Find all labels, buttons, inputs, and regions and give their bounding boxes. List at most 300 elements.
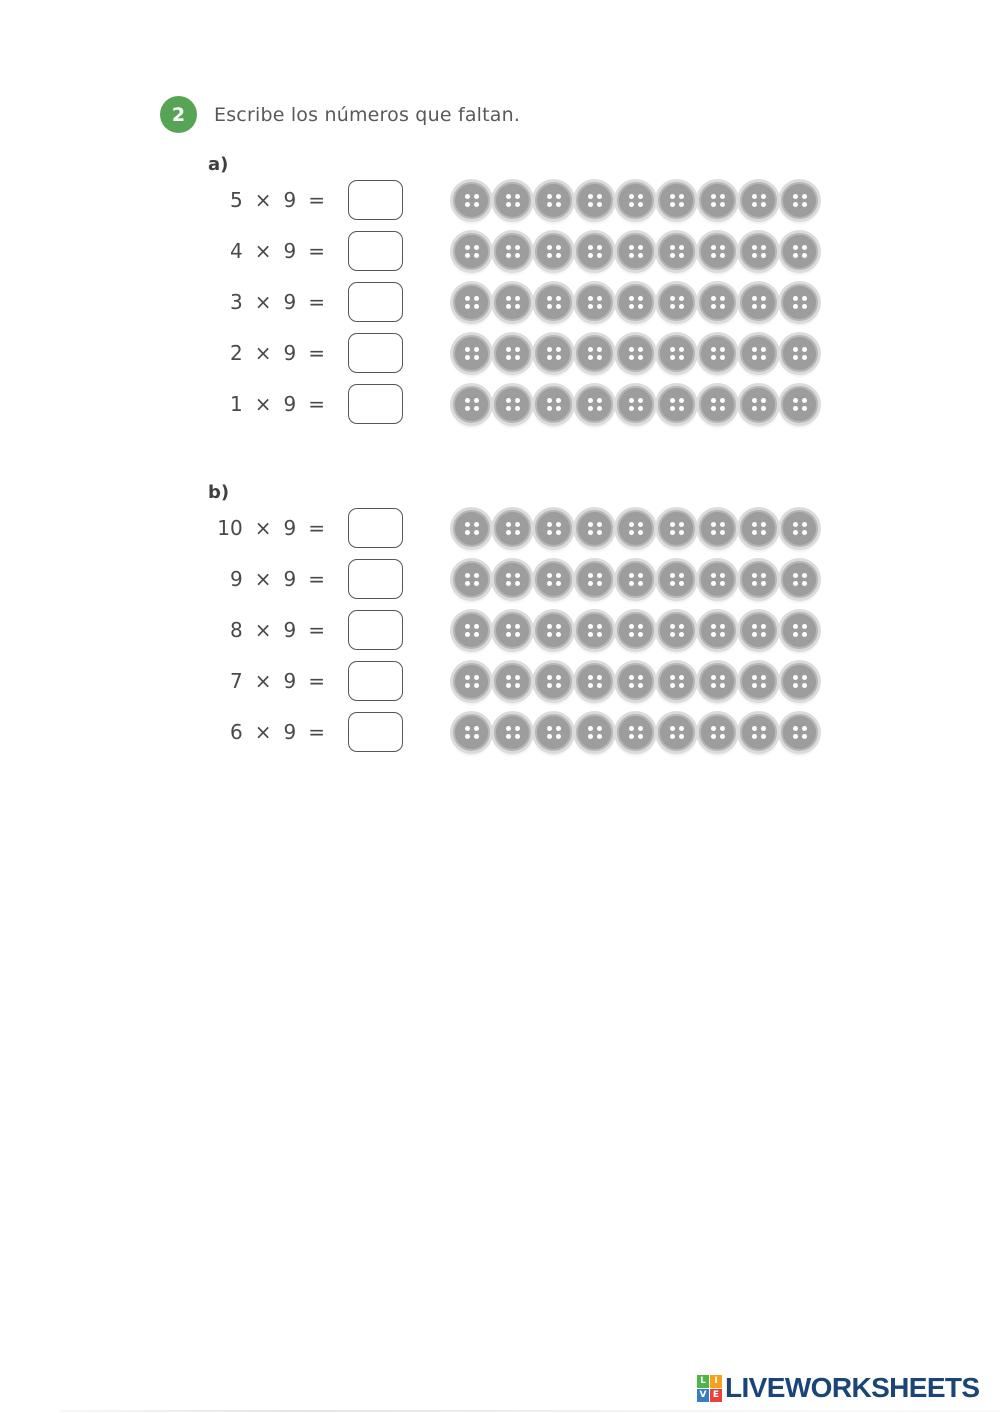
- factor1: 6: [230, 720, 243, 744]
- button-holes: [670, 296, 684, 309]
- answer-input[interactable]: [348, 231, 403, 271]
- button-icon: [576, 561, 613, 598]
- equation-row: [0, 609, 1000, 651]
- button-holes: [506, 296, 520, 309]
- button-hole: [711, 734, 716, 739]
- button-holes: [711, 726, 725, 739]
- button-hole: [802, 624, 807, 629]
- button-hole: [629, 530, 634, 535]
- answer-input[interactable]: [348, 508, 403, 548]
- button-icon: [535, 714, 572, 751]
- button-holes: [465, 347, 479, 360]
- button-icon: [699, 386, 736, 423]
- button-icon: [617, 612, 654, 649]
- equals-sign: =: [308, 290, 325, 314]
- answer-input[interactable]: [348, 610, 403, 650]
- equation-row: [0, 660, 1000, 702]
- button-hole: [474, 522, 479, 527]
- factor2: 9: [283, 341, 297, 365]
- button-hole: [711, 347, 716, 352]
- equals-sign: =: [308, 188, 325, 212]
- factor2: 9: [283, 290, 297, 314]
- button-hole: [679, 683, 684, 688]
- button-holes: [752, 194, 766, 207]
- button-holes: [506, 398, 520, 411]
- button-hole: [465, 581, 470, 586]
- button-hole: [597, 194, 602, 199]
- button-hole: [588, 398, 593, 403]
- button-hole: [588, 581, 593, 586]
- factor1: 4: [230, 239, 243, 263]
- button-hole: [515, 406, 520, 411]
- button-hole: [679, 398, 684, 403]
- equals-sign: =: [308, 618, 325, 642]
- button-hole: [588, 530, 593, 535]
- button-hole: [506, 355, 511, 360]
- button-hole: [465, 406, 470, 411]
- button-holes: [547, 194, 561, 207]
- button-holes: [629, 675, 643, 688]
- button-hole: [629, 202, 634, 207]
- button-hole: [556, 355, 561, 360]
- button-hole: [752, 522, 757, 527]
- equation-row: [0, 281, 1000, 323]
- button-icon: [494, 714, 531, 751]
- factor1: 7: [230, 669, 243, 693]
- button-hole: [506, 675, 511, 680]
- button-holes: [629, 245, 643, 258]
- button-hole: [588, 304, 593, 309]
- button-hole: [506, 522, 511, 527]
- button-holes: [547, 398, 561, 411]
- button-hole: [638, 296, 643, 301]
- button-hole: [761, 355, 766, 360]
- button-hole: [556, 522, 561, 527]
- button-holes: [670, 675, 684, 688]
- button-hole: [547, 245, 552, 250]
- factor1: 3: [230, 290, 243, 314]
- factor1: 8: [230, 618, 243, 642]
- button-holes: [506, 675, 520, 688]
- button-hole: [793, 296, 798, 301]
- button-row: [453, 663, 818, 700]
- button-holes: [588, 296, 602, 309]
- button-hole: [793, 245, 798, 250]
- button-hole: [711, 624, 716, 629]
- equation: [0, 341, 325, 365]
- button-holes: [793, 194, 807, 207]
- button-hole: [802, 683, 807, 688]
- button-hole: [720, 683, 725, 688]
- button-hole: [515, 253, 520, 258]
- button-hole: [588, 253, 593, 258]
- button-holes: [465, 573, 479, 586]
- button-icon: [617, 663, 654, 700]
- button-hole: [679, 296, 684, 301]
- button-hole: [597, 296, 602, 301]
- equation-row: [0, 558, 1000, 600]
- answer-input[interactable]: [348, 661, 403, 701]
- button-hole: [556, 573, 561, 578]
- button-holes: [506, 347, 520, 360]
- button-holes: [465, 624, 479, 637]
- button-hole: [638, 398, 643, 403]
- button-hole: [711, 253, 716, 258]
- button-hole: [720, 406, 725, 411]
- button-hole: [506, 304, 511, 309]
- factor2: 9: [283, 567, 297, 591]
- button-hole: [588, 522, 593, 527]
- button-hole: [802, 347, 807, 352]
- button-hole: [597, 406, 602, 411]
- button-hole: [761, 347, 766, 352]
- button-hole: [679, 624, 684, 629]
- logo-letter-square: L: [697, 1375, 709, 1388]
- button-icon: [699, 284, 736, 321]
- button-hole: [638, 675, 643, 680]
- button-hole: [597, 398, 602, 403]
- button-icon: [576, 335, 613, 372]
- button-hole: [793, 726, 798, 731]
- button-hole: [752, 304, 757, 309]
- button-hole: [679, 406, 684, 411]
- button-hole: [670, 675, 675, 680]
- button-hole: [638, 734, 643, 739]
- button-hole: [588, 202, 593, 207]
- button-hole: [506, 245, 511, 250]
- button-hole: [588, 347, 593, 352]
- button-hole: [802, 573, 807, 578]
- button-holes: [670, 726, 684, 739]
- button-hole: [752, 632, 757, 637]
- button-hole: [802, 581, 807, 586]
- button-hole: [711, 202, 716, 207]
- button-hole: [506, 726, 511, 731]
- button-hole: [720, 202, 725, 207]
- button-icon: [617, 233, 654, 270]
- button-hole: [629, 304, 634, 309]
- button-icon: [453, 335, 490, 372]
- button-hole: [465, 632, 470, 637]
- button-hole: [761, 253, 766, 258]
- button-hole: [802, 355, 807, 360]
- button-hole: [802, 202, 807, 207]
- button-holes: [588, 194, 602, 207]
- button-hole: [802, 632, 807, 637]
- button-hole: [547, 253, 552, 258]
- button-hole: [670, 726, 675, 731]
- button-icon: [453, 284, 490, 321]
- button-hole: [506, 347, 511, 352]
- button-hole: [670, 194, 675, 199]
- button-hole: [547, 355, 552, 360]
- button-icon: [699, 335, 736, 372]
- button-hole: [670, 624, 675, 629]
- button-hole: [547, 398, 552, 403]
- button-hole: [465, 734, 470, 739]
- button-hole: [588, 406, 593, 411]
- button-hole: [793, 304, 798, 309]
- button-hole: [670, 253, 675, 258]
- button-hole: [629, 194, 634, 199]
- equals-sign: =: [308, 567, 325, 591]
- button-icon: [453, 663, 490, 700]
- button-hole: [556, 347, 561, 352]
- button-hole: [465, 253, 470, 258]
- button-icon: [617, 284, 654, 321]
- button-hole: [761, 304, 766, 309]
- button-hole: [556, 683, 561, 688]
- button-hole: [465, 245, 470, 250]
- button-hole: [793, 202, 798, 207]
- button-hole: [515, 245, 520, 250]
- button-hole: [752, 347, 757, 352]
- button-hole: [793, 530, 798, 535]
- button-hole: [720, 632, 725, 637]
- button-icon: [740, 182, 777, 219]
- button-hole: [474, 202, 479, 207]
- factor1: 10: [217, 516, 243, 540]
- button-icon: [699, 233, 736, 270]
- button-hole: [793, 632, 798, 637]
- button-hole: [506, 624, 511, 629]
- button-hole: [515, 296, 520, 301]
- answer-input[interactable]: [348, 712, 403, 752]
- button-holes: [752, 245, 766, 258]
- button-hole: [720, 675, 725, 680]
- button-hole: [720, 296, 725, 301]
- button-hole: [547, 624, 552, 629]
- button-hole: [506, 253, 511, 258]
- button-hole: [793, 406, 798, 411]
- button-icon: [494, 335, 531, 372]
- button-holes: [588, 726, 602, 739]
- button-icon: [658, 663, 695, 700]
- button-icon: [740, 612, 777, 649]
- button-hole: [465, 355, 470, 360]
- button-hole: [547, 194, 552, 199]
- button-hole: [506, 734, 511, 739]
- scan-artifact-line: [60, 1410, 1000, 1412]
- button-hole: [556, 304, 561, 309]
- button-holes: [752, 675, 766, 688]
- button-hole: [588, 734, 593, 739]
- button-hole: [465, 683, 470, 688]
- button-holes: [506, 522, 520, 535]
- button-hole: [474, 253, 479, 258]
- button-hole: [474, 194, 479, 199]
- button-hole: [679, 253, 684, 258]
- button-holes: [711, 522, 725, 535]
- button-hole: [793, 355, 798, 360]
- button-hole: [597, 624, 602, 629]
- button-hole: [547, 683, 552, 688]
- button-holes: [670, 398, 684, 411]
- button-hole: [793, 194, 798, 199]
- button-hole: [629, 632, 634, 637]
- button-icon: [658, 335, 695, 372]
- button-hole: [597, 355, 602, 360]
- logo-letter-square: V: [697, 1389, 709, 1402]
- button-hole: [588, 624, 593, 629]
- equation-row: [0, 383, 1000, 425]
- button-icon: [699, 714, 736, 751]
- button-hole: [711, 530, 716, 535]
- button-holes: [793, 245, 807, 258]
- button-hole: [638, 347, 643, 352]
- section-a: [0, 155, 1000, 434]
- button-hole: [711, 406, 716, 411]
- button-hole: [761, 202, 766, 207]
- answer-input[interactable]: [348, 333, 403, 373]
- button-hole: [720, 734, 725, 739]
- button-icon: [781, 714, 818, 751]
- button-icon: [781, 182, 818, 219]
- button-hole: [547, 202, 552, 207]
- button-hole: [556, 245, 561, 250]
- button-hole: [670, 573, 675, 578]
- button-hole: [670, 734, 675, 739]
- button-hole: [465, 530, 470, 535]
- button-holes: [588, 522, 602, 535]
- button-hole: [506, 530, 511, 535]
- button-holes: [670, 194, 684, 207]
- button-hole: [752, 406, 757, 411]
- button-icon: [740, 284, 777, 321]
- button-holes: [711, 194, 725, 207]
- button-hole: [547, 304, 552, 309]
- button-hole: [802, 406, 807, 411]
- button-hole: [761, 632, 766, 637]
- button-icon: [699, 663, 736, 700]
- button-hole: [515, 530, 520, 535]
- button-icon: [535, 510, 572, 547]
- button-hole: [638, 632, 643, 637]
- button-hole: [556, 581, 561, 586]
- liveworksheets-logo-icon: [697, 1375, 722, 1402]
- section-label: a): [208, 154, 229, 175]
- button-hole: [679, 304, 684, 309]
- answer-input[interactable]: [348, 180, 403, 220]
- button-hole: [720, 581, 725, 586]
- button-hole: [638, 253, 643, 258]
- button-hole: [465, 675, 470, 680]
- button-hole: [597, 522, 602, 527]
- button-hole: [720, 530, 725, 535]
- button-holes: [588, 573, 602, 586]
- button-hole: [802, 296, 807, 301]
- button-hole: [556, 632, 561, 637]
- button-icon: [494, 233, 531, 270]
- button-holes: [670, 347, 684, 360]
- button-holes: [465, 675, 479, 688]
- button-hole: [588, 683, 593, 688]
- logo-letter-square: I: [710, 1375, 722, 1388]
- button-icon: [658, 284, 695, 321]
- button-hole: [752, 398, 757, 403]
- button-hole: [761, 734, 766, 739]
- button-hole: [506, 296, 511, 301]
- button-hole: [638, 355, 643, 360]
- button-hole: [556, 530, 561, 535]
- button-hole: [720, 573, 725, 578]
- button-hole: [515, 675, 520, 680]
- answer-input[interactable]: [348, 384, 403, 424]
- button-hole: [761, 573, 766, 578]
- button-holes: [465, 726, 479, 739]
- button-icon: [658, 561, 695, 598]
- button-holes: [752, 624, 766, 637]
- button-hole: [720, 253, 725, 258]
- button-hole: [752, 296, 757, 301]
- button-icon: [781, 233, 818, 270]
- button-hole: [465, 398, 470, 403]
- answer-input[interactable]: [348, 282, 403, 322]
- button-hole: [720, 398, 725, 403]
- button-hole: [638, 202, 643, 207]
- button-hole: [474, 581, 479, 586]
- button-icon: [494, 663, 531, 700]
- button-hole: [556, 202, 561, 207]
- button-hole: [629, 573, 634, 578]
- button-hole: [515, 581, 520, 586]
- button-icon: [576, 714, 613, 751]
- button-hole: [752, 683, 757, 688]
- button-hole: [711, 522, 716, 527]
- button-icon: [453, 561, 490, 598]
- button-hole: [679, 632, 684, 637]
- button-hole: [474, 683, 479, 688]
- button-icon: [740, 233, 777, 270]
- button-holes: [547, 522, 561, 535]
- button-hole: [638, 581, 643, 586]
- button-hole: [638, 406, 643, 411]
- equals-sign: =: [308, 392, 325, 416]
- multiply-sign: ×: [254, 392, 272, 416]
- button-holes: [793, 726, 807, 739]
- button-holes: [629, 624, 643, 637]
- button-hole: [556, 406, 561, 411]
- button-hole: [638, 522, 643, 527]
- button-icon: [576, 284, 613, 321]
- button-hole: [720, 347, 725, 352]
- button-row: [453, 714, 818, 751]
- button-hole: [638, 726, 643, 731]
- button-hole: [761, 406, 766, 411]
- multiply-sign: ×: [254, 669, 272, 693]
- button-hole: [515, 573, 520, 578]
- button-holes: [793, 296, 807, 309]
- button-hole: [629, 683, 634, 688]
- button-hole: [720, 304, 725, 309]
- button-hole: [638, 194, 643, 199]
- button-hole: [638, 624, 643, 629]
- section-rows: [0, 179, 1000, 425]
- button-holes: [752, 573, 766, 586]
- button-icon: [576, 663, 613, 700]
- button-hole: [465, 347, 470, 352]
- button-icon: [658, 510, 695, 547]
- button-icon: [781, 561, 818, 598]
- button-icon: [453, 386, 490, 423]
- button-hole: [556, 624, 561, 629]
- button-hole: [670, 522, 675, 527]
- button-hole: [679, 355, 684, 360]
- answer-input[interactable]: [348, 559, 403, 599]
- button-hole: [465, 304, 470, 309]
- button-icon: [699, 561, 736, 598]
- equation-row: [0, 332, 1000, 374]
